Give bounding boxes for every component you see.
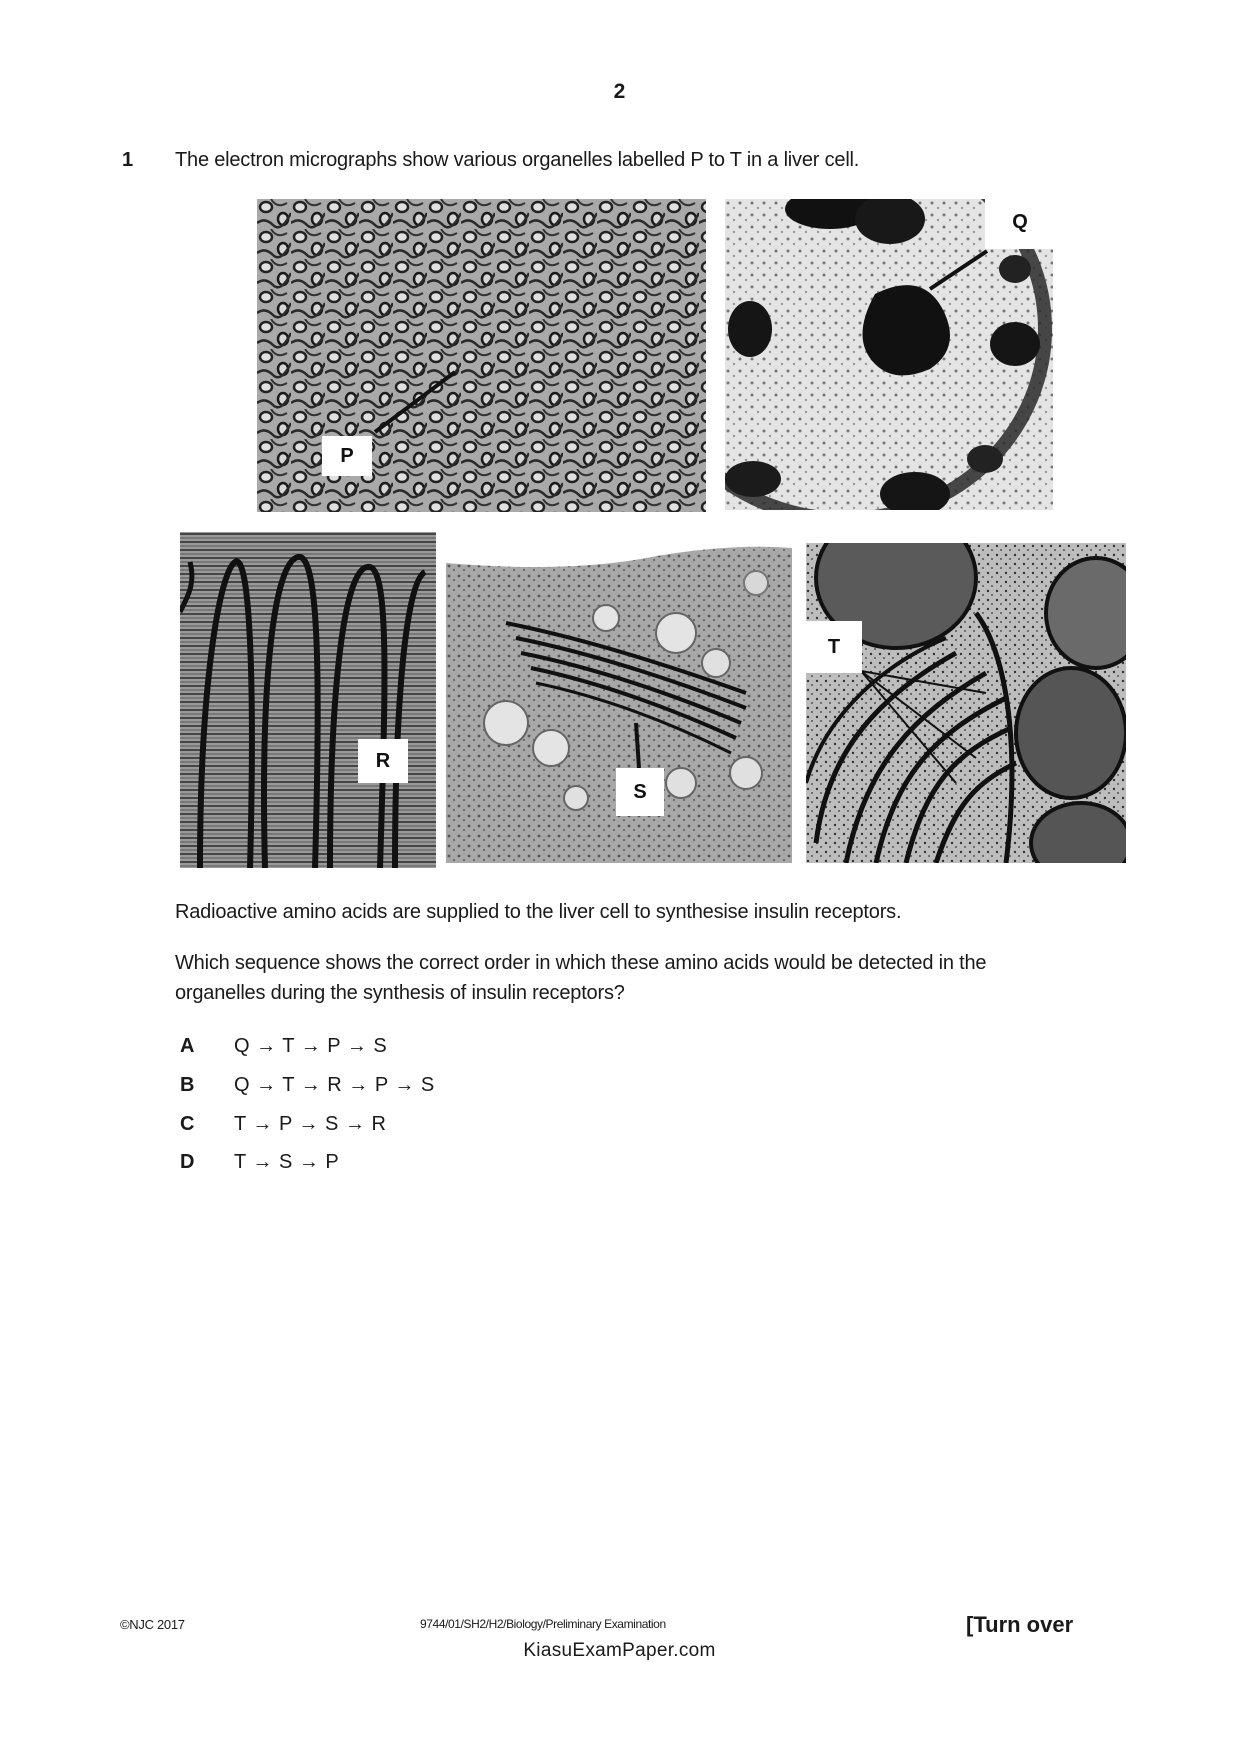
option-a-letter: A [180,1035,195,1057]
question-number: 1 [122,149,134,171]
footer-site: KiasuExamPaper.com [523,1640,716,1661]
label-t: T [806,621,862,673]
option-c-text: T → P → S → R [234,1113,387,1135]
footer-turn-over: [Turn over [966,1612,1074,1637]
label-r: R [358,739,408,783]
option-b-letter: B [180,1074,195,1096]
option-c-letter: C [180,1113,195,1135]
label-s: S [616,768,664,816]
footer-copyright: ©NJC 2017 [120,1617,185,1632]
option-b-text: Q → T → R → P → S [234,1074,435,1096]
option-a-text: Q → T → P → S [234,1035,388,1057]
question-prompt-line2: organelles during the synthesis of insulin receptors? [175,982,625,1004]
micrograph-q [725,199,1053,510]
option-d-text: T → S → P [234,1151,340,1173]
option-d-letter: D [180,1151,195,1173]
footer-paper-code: 9744/01/SH2/H2/Biology/Preliminary Examination [420,1617,666,1631]
micrograph-s [446,543,792,863]
micrograph-p [257,199,706,512]
question-stem: The electron micrographs show various organelles labelled P to T in a liver cell. [175,149,860,171]
label-p: P [322,436,372,476]
label-q: Q [987,199,1053,245]
micrograph-t-texture [806,543,1126,863]
micrograph-q-texture [725,199,1053,510]
micrograph-r [180,532,436,868]
micrograph-r-texture [180,532,436,868]
question-prompt-line1: Which sequence shows the correct order in which these amino acids would be detected in the [175,952,987,974]
page-number: 2 [613,80,626,103]
question-context: Radioactive amino acids are supplied to the liver cell to synthesise insulin receptors. [175,901,902,923]
micrograph-t [806,543,1126,863]
